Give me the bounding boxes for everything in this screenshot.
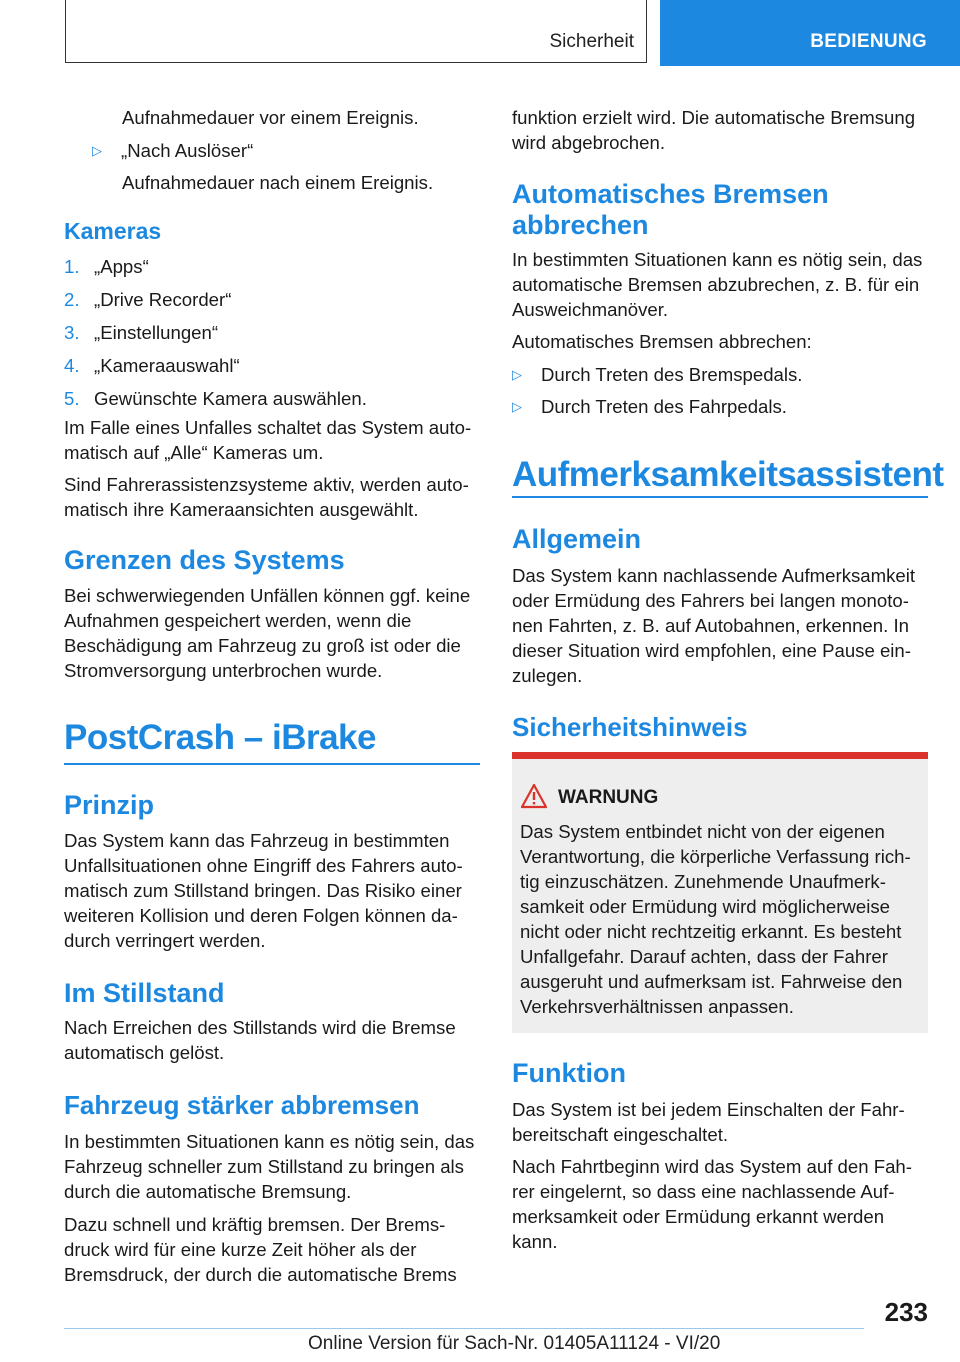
paragraph-staerker-2: Dazu schnell und kräftig bremsen. Der Bremsdruck wird für eine kurze Zeit höher als der Bremsdruck, der durch die automatische Brems [64, 1214, 457, 1285]
paragraph-funktion-1: Das System ist bei jedem Einschalten der Fahrbereitschaft eingeschaltet. [512, 1099, 905, 1145]
list-item: 4. „Kameraauswahl“ [64, 355, 240, 376]
section-heading-allgemein: Allgemein [512, 524, 642, 554]
triangle-bullet-icon: ▷ [92, 143, 102, 158]
triangle-bullet-icon: ▷ [512, 399, 522, 414]
chapter-tab[interactable] [660, 0, 960, 66]
section-heading-staerker: Fahrzeug stärker abbremsen [64, 1090, 420, 1120]
list-item: 1. „Apps“ [64, 256, 149, 277]
header-section-title: Sicherheit [549, 31, 634, 52]
paragraph-grenzen: Bei schwerwiegenden Unfällen können ggf. keine Aufnahmen gespeichert werden, wenn die Beschädigung am Fahrzeug zu groß ist oder die Stromversorgung unterbrochen wurde. [64, 585, 471, 681]
paragraph-stillstand: Nach Erreichen des Stillstands wird die Bremse automatisch gelöst. [64, 1017, 456, 1063]
section-heading-abbrechen: Automatisches Bremsen abbrechen [512, 179, 829, 240]
list-item: 5. Gewünschte Kamera auswählen. [64, 388, 367, 409]
bullet-text: „Nach Auslöser“ [121, 140, 254, 161]
heading-rule [512, 496, 928, 498]
section-heading-prinzip: Prinzip [64, 790, 155, 820]
list-item: ▷ Durch Treten des Fahrpedals. [512, 396, 787, 417]
warning-triangle-icon [520, 783, 548, 809]
heading-rule [64, 763, 480, 765]
bullet-description: Aufnahmedauer nach einem Ereignis. [122, 172, 434, 193]
triangle-bullet-icon: ▷ [512, 367, 522, 382]
footer-rule [64, 1328, 864, 1329]
numbered-steps [64, 254, 480, 411]
warning-box [512, 752, 928, 1033]
footer-version-text: Online Version für Sach-Nr. 01405A11124 - VI/20 [308, 1333, 721, 1354]
chapter-heading-aufmerksamkeit: Aufmerksamkeitsassistent [512, 455, 944, 494]
section-heading-kameras: Kameras [64, 218, 162, 244]
chapter-heading-postcrash: PostCrash – iBrake [64, 718, 376, 757]
list-item [92, 138, 480, 163]
page-number: 233 [884, 1297, 928, 1327]
warning-title: WARNUNG [558, 787, 659, 808]
paragraph-assist: Sind Fahrerassistenzsysteme aktiv, werden automatisch ihre Kameraansichten ausgewählt. [64, 474, 469, 520]
section-heading-hinweis: Sicherheitshinweis [512, 712, 748, 742]
paragraph-unfall: Im Falle eines Unfalles schaltet das System automatisch auf „Alle“ Kameras um. [64, 417, 472, 463]
list-item: ▷ Durch Treten des Bremspedals. [512, 364, 803, 385]
section-heading-funktion: Funktion [512, 1058, 626, 1088]
list-item: 2. „Drive Recorder“ [64, 289, 232, 310]
section-heading-stillstand: Im Stillstand [64, 978, 225, 1008]
paragraph-abbrechen: In bestimmten Situationen kann es nötig sein, das automatische Bremsen abzubrechen, z. B. für ein Ausweichmanöver. [512, 249, 923, 320]
intro-continuation: Aufnahmedauer vor einem Ereignis. [122, 107, 419, 128]
paragraph-prinzip: Das System kann das Fahrzeug in bestimmten Unfallsituationen ohne Eingriff des Fahrers automatisch zum Stillstand bringen. Das Risiko einer weiteren Kollision und deren Folgen können dadurch verringert werden. [64, 830, 463, 951]
chapter-tab-label: BEDIENUNG [810, 31, 927, 52]
paragraph-funktion-2: Nach Fahrtbeginn wird das System auf den Fahrer eingelernt, so dass eine nachlassende Aufmerksamkeit oder Ermüdung erkannt werden kann. [512, 1156, 912, 1252]
paragraph-staerker-1: In bestimmten Situationen kann es nötig sein, das Fahrzeug schneller zum Stillstand zu bringen als durch die automatische Bremsung. [64, 1131, 475, 1202]
section-heading-grenzen: Grenzen des Systems [64, 545, 345, 575]
warning-text: Das System entbindet nicht von der eigenen Verantwortung, die körperliche Verfassung richtig einzuschätzen. Zunehmende Unaufmerksamkeit oder Ermüdung wird möglicherweise nicht oder nicht rechtzeitig erkannt. Es besteht Unfallgefahr. Darauf achten, dass der Fahrer ausgeruht und aufmerksam ist. Fahrweise den Verkehrsverhältnissen anpassen. [520, 821, 911, 1017]
header-section-box [65, 0, 647, 63]
list-item: 3. „Einstellungen“ [64, 322, 219, 343]
paragraph-continuation: funktion erzielt wird. Die automatische Bremsung wird abgebrochen. [512, 107, 916, 153]
paragraph-abbrechen-lead: Automatisches Bremsen abbrechen: [512, 331, 812, 352]
paragraph-allgemein: Das System kann nachlassende Aufmerksamkeit oder Ermüdung des Fahrers bei langen monotonen Fahrten, z. B. auf Autobahnen, erkennen. In dieser Situation wird empfohlen, eine Pause einzulegen. [512, 565, 916, 686]
